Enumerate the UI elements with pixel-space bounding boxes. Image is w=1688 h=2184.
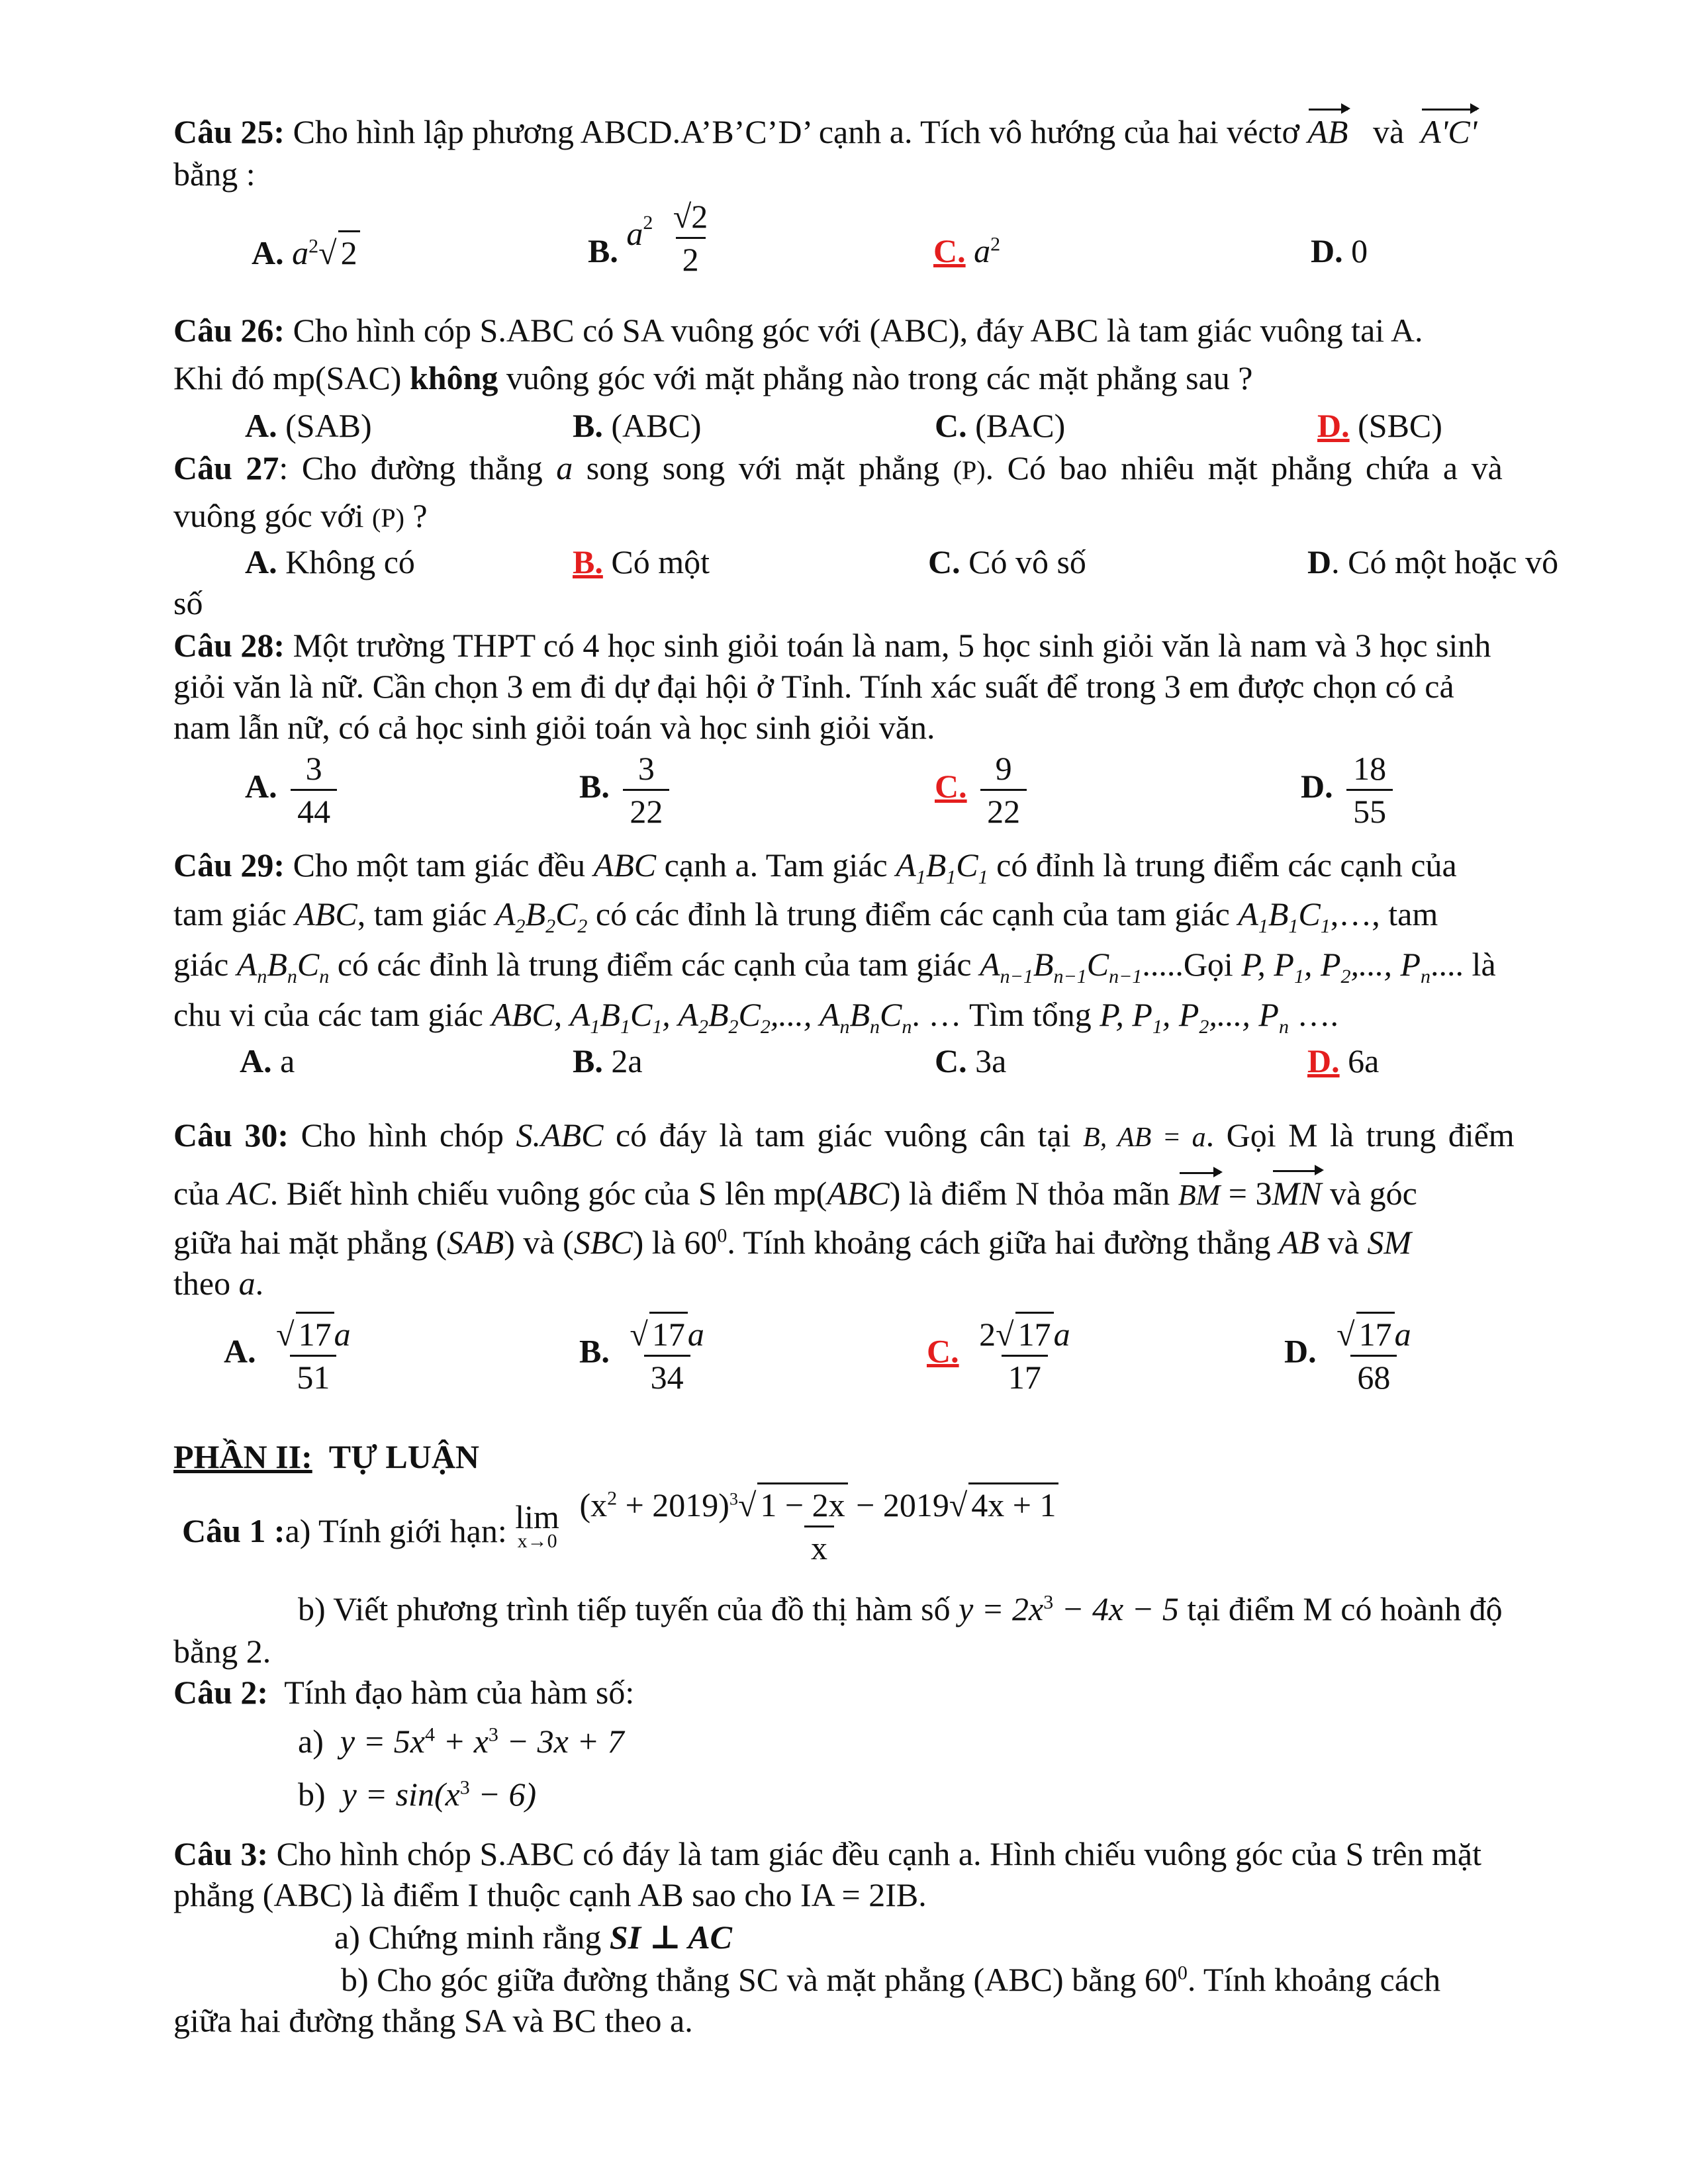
q29-text: .... là: [1430, 946, 1496, 983]
q30-text: ) là điểm N thỏa mãn: [889, 1175, 1170, 1212]
c1-label: Câu 1 :: [182, 1512, 285, 1550]
q26-emphasis: không: [409, 359, 498, 396]
c2-line: [173, 1672, 1630, 1713]
fraction-numerator: √ 17a: [269, 1312, 357, 1355]
c1-math: y = 2x: [959, 1590, 1044, 1627]
root-index: 3: [729, 1489, 738, 1509]
q29-option-c: [935, 1040, 1006, 1081]
q30-text: của: [173, 1175, 220, 1212]
option-var: a: [626, 215, 643, 252]
option-label: B.: [579, 767, 610, 805]
q30-text: Cho hình chóp: [301, 1116, 504, 1154]
option-fraction: [623, 748, 669, 832]
c3-b-wrap: [173, 2000, 1630, 2041]
c1-text: b) Viết phương trình tiếp tuyến của đồ thị hàm số: [298, 1590, 951, 1627]
q30-math: = 3: [1228, 1175, 1272, 1212]
c3-line1: [173, 1833, 1630, 1874]
c3-b-line: [341, 1959, 1688, 2000]
option-label: B.: [573, 1042, 603, 1079]
option-text: 3a: [975, 1042, 1007, 1079]
q27-text: : Cho đường thẳng: [279, 449, 543, 486]
c1-text: tại điểm M có hoành độ: [1187, 1590, 1503, 1627]
fraction-numerator: 9: [995, 750, 1012, 787]
q27-option-a: [245, 541, 415, 582]
q25-label: Câu 25:: [173, 113, 285, 150]
var: a: [1053, 1316, 1070, 1353]
c2-label: Câu 2:: [173, 1674, 269, 1711]
q25-line2: [173, 154, 1630, 195]
option-fraction: [269, 1312, 357, 1398]
q29-text: giác: [173, 946, 229, 983]
q29-text: .....Gọi: [1142, 946, 1233, 983]
q29-option-b: [573, 1040, 643, 1081]
q27-plane: (P): [372, 503, 404, 533]
answer-label: D.: [1307, 1042, 1340, 1079]
q29-text: ,…, tam: [1330, 895, 1438, 933]
q30-option-c: [927, 1312, 1082, 1398]
q30-math: SAB: [447, 1224, 504, 1261]
c2-exp: 3: [488, 1723, 498, 1746]
q30-math: B, AB = a: [1083, 1122, 1206, 1153]
q29-math-anbncn: $A_nB_nC_n$: [236, 946, 330, 987]
q28-text: nam lẫn nữ, có cả học sinh giỏi toán và học sinh giỏi văn.: [173, 709, 935, 746]
c1-exp: 3: [1043, 1591, 1054, 1614]
q29-line3: [173, 944, 1630, 985]
q29-text: có các đỉnh là trung điểm các cạnh của tam giác: [337, 946, 972, 983]
radicand: 17: [1356, 1312, 1395, 1355]
option-label: C.: [935, 1042, 967, 1079]
fraction-denominator: 51: [290, 1355, 336, 1398]
fraction-numerator: 3: [305, 750, 322, 787]
q30-text: ) và (: [504, 1224, 574, 1261]
c3-text: giữa hai đường thẳng SA và BC theo a.: [173, 2002, 693, 2039]
q27-plane: (P): [953, 455, 986, 485]
c3-text: b) Cho góc giữa đường thẳng SC và mặt phẳng (ABC) bằng: [341, 1961, 1137, 1998]
c2-b-line: [298, 1774, 1688, 1815]
c2-math: + x: [434, 1723, 489, 1760]
option-text: a: [280, 1042, 295, 1079]
fraction-numerator: √ 17a: [623, 1312, 710, 1355]
q30-math: AB: [1279, 1224, 1320, 1261]
q29-math: ABC: [593, 846, 657, 884]
c2-math: y = 5x: [340, 1723, 425, 1760]
q29-option-a: [240, 1040, 295, 1081]
option-fraction: [980, 748, 1027, 832]
c1-fraction: [573, 1482, 1065, 1569]
fraction-denominator: 22: [623, 789, 669, 832]
q25-line1: [173, 111, 1630, 152]
q26-text: vuông góc với mặt phẳng nào trong các mặt phẳng sau ?: [506, 359, 1253, 396]
q30-angle: 60: [684, 1224, 718, 1261]
option-label: C.: [928, 543, 961, 580]
c3-label: Câu 3:: [173, 1835, 269, 1872]
fraction-numerator: √2: [673, 198, 708, 235]
part2-heading: [173, 1436, 1630, 1477]
option-label: A.: [224, 1332, 256, 1370]
q29-text: có đỉnh là trung điểm các cạnh của: [996, 846, 1457, 884]
q29-math-p: P, $P_1$, $P_2$,..., $P_n$: [1241, 946, 1431, 987]
option-fraction: [623, 1312, 710, 1398]
q26-label: Câu 26:: [173, 312, 285, 349]
option-exp: 2: [308, 235, 319, 257]
option-label: A.: [252, 234, 284, 271]
q30-text: . Tính khoảng cách giữa hai đường thẳng: [727, 1224, 1271, 1261]
q26-text: Khi đó mp(SAC): [173, 359, 402, 396]
answer-label: C.: [927, 1332, 959, 1370]
option-fraction: [1330, 1312, 1417, 1398]
q27-label: Câu 27: [173, 449, 279, 486]
q27-option-b: [573, 541, 710, 582]
option-text: (SBC): [1358, 407, 1442, 444]
q30-option-a: [224, 1312, 363, 1398]
q29-text: có các đỉnh là trung điểm các cạnh của tam giác: [595, 895, 1230, 933]
fraction-denominator: 2: [676, 237, 706, 280]
option-exp: 2: [990, 233, 1001, 255]
option-label: B.: [579, 1332, 610, 1370]
radicand: 17: [296, 1312, 334, 1355]
q27-wrap: [173, 582, 1630, 623]
q29-math-sum: P, $P_1$, $P_2$,..., $P_n$: [1100, 996, 1289, 1038]
q30-text: có đáy là tam giác vuông cân tại: [615, 1116, 1071, 1154]
radicand: 1 − 2x: [757, 1482, 847, 1525]
q30-line1: [173, 1115, 1630, 1158]
c1-limit: [515, 1498, 559, 1552]
q27-option-d: [1307, 541, 1558, 582]
option-label: A.: [240, 1042, 272, 1079]
option-text: . Có một hoặc vô: [1331, 543, 1559, 580]
c3-text: a) Chứng minh rằng: [334, 1919, 602, 1956]
option-label: A.: [245, 543, 277, 580]
fraction-denominator: 44: [291, 789, 337, 832]
q27-text: . Có bao nhiêu mặt phẳng chứa a và: [985, 449, 1503, 486]
c2-sublabel: b): [298, 1776, 326, 1813]
q30-math: a: [238, 1265, 256, 1302]
q29-math: ABC: [295, 895, 357, 933]
option-text: (ABC): [611, 407, 702, 444]
option-label: D.: [1311, 232, 1343, 269]
q29-option-d: [1307, 1040, 1379, 1081]
option-text: (BAC): [975, 407, 1066, 444]
q29-math-a1b1c1: $A_1B_1C_1$: [1238, 895, 1331, 937]
q27-line2: [173, 495, 1630, 539]
option-text: (SAB): [285, 407, 372, 444]
option-text: Có một: [611, 543, 710, 580]
q25-option-a: A. $a^2√$ 2: [252, 230, 360, 273]
c2-sublabel: a): [298, 1723, 324, 1760]
q28-text: giỏi văn là nữ. Cần chọn 3 em đi dự đại hội ở Tỉnh. Tính xác suất để trong 3 em được chọn có cả: [173, 668, 1454, 705]
q30-vector-mn: MN: [1272, 1173, 1321, 1214]
num-part: (x: [579, 1486, 608, 1524]
c2-exp: 4: [424, 1723, 435, 1746]
c2-text: Tính đạo hàm của hàm số:: [284, 1674, 635, 1711]
q26-option-a: [245, 405, 372, 446]
q25-text: Cho hình lập phương ABCD.A’B’C’D’ cạnh a. Tích vô hướng của hai véctơ: [293, 113, 1299, 150]
q30-option-d: [1284, 1312, 1423, 1398]
num-part: − 2019: [847, 1486, 949, 1524]
option-label: A.: [245, 767, 277, 805]
c3-angle: 60: [1144, 1961, 1178, 1998]
var: a: [687, 1316, 704, 1353]
option-label: C.: [935, 407, 967, 444]
q28-option-b: [579, 748, 675, 832]
lim-subscript: x→0: [517, 1530, 557, 1552]
q30-text: giữa hai mặt phẳng (: [173, 1224, 447, 1261]
q30-vector-bm: BM: [1178, 1175, 1221, 1216]
q25-option-b: [588, 196, 720, 280]
fraction-denominator: x: [804, 1525, 834, 1569]
q26-option-d: [1317, 405, 1442, 446]
num-part: + 2019): [617, 1486, 729, 1524]
q28-option-c: [935, 748, 1032, 832]
q25-vec-ac: A'C': [1421, 111, 1477, 152]
answer-label: C.: [935, 767, 967, 805]
option-label: B.: [588, 232, 618, 269]
q30-math: AC: [227, 1175, 270, 1212]
q29-text: cạnh a. Tam giác: [664, 846, 888, 884]
q25-and: và: [1372, 113, 1405, 150]
fraction-denominator: 68: [1350, 1355, 1397, 1398]
option-var: a: [974, 232, 991, 269]
q29-line4: [173, 994, 1630, 1038]
option-label: D.: [1284, 1332, 1317, 1370]
section-title: TỰ LUẬN: [328, 1438, 480, 1475]
q27-option-c: [928, 541, 1086, 582]
q30-text: . Gọi M là trung điểm: [1205, 1116, 1515, 1154]
c1-b-line: [298, 1588, 1688, 1629]
q27-text: vuông góc với: [173, 497, 364, 534]
q29-text: . … Tìm tổng: [912, 996, 1092, 1033]
section-heading: PHẦN II:: [173, 1438, 312, 1475]
c2-math: y = sin(x: [342, 1776, 460, 1813]
q29-line1: [173, 844, 1630, 886]
q29-text: ….: [1297, 996, 1338, 1033]
option-value: 0: [1351, 232, 1368, 269]
c2-math: − 3x + 7: [498, 1723, 624, 1760]
q25-option-d: [1311, 230, 1368, 271]
q26-option-b: [573, 405, 701, 446]
q30-line2: [173, 1173, 1630, 1216]
option-text: Không có: [285, 543, 415, 580]
option-label: A.: [245, 407, 277, 444]
q28-label: Câu 28:: [173, 627, 285, 664]
radicand: 17: [1015, 1312, 1054, 1355]
q26-text: Cho hình cóp S.ABC có SA vuông góc với (ABC), đáy ABC là tam giác vuông tai A.: [293, 312, 1423, 349]
coef: 2: [979, 1316, 996, 1353]
q30-math: ABC: [827, 1175, 890, 1212]
option-fraction: [291, 748, 337, 832]
c3-line2: [173, 1874, 1630, 1915]
c1-b-wrap: [173, 1631, 1630, 1672]
q27-text: số: [173, 584, 203, 621]
q30-degree: 0: [717, 1224, 727, 1247]
fraction-numerator: 2√ 17a: [972, 1312, 1076, 1355]
q30-text: . Biết hình chiếu vuông góc của S lên mp(: [269, 1175, 827, 1212]
fraction-denominator: 55: [1346, 789, 1393, 832]
fraction-numerator: 18: [1353, 750, 1387, 787]
option-fraction: [1346, 748, 1393, 832]
q29-text: chu vi của các tam giác: [173, 996, 483, 1033]
option-var: a: [292, 234, 309, 271]
q30-text: ) là: [632, 1224, 676, 1261]
q28-text: Một trường THPT có 4 học sinh giỏi toán là nam, 5 học sinh giỏi văn là nam và 3 học sinh: [293, 627, 1491, 664]
c1-text: a) Tính giới hạn:: [285, 1512, 507, 1550]
c3-a-line: [334, 1917, 1688, 1958]
var: a: [334, 1316, 351, 1353]
fraction-denominator: 17: [1002, 1355, 1048, 1398]
q30-option-b: [579, 1312, 716, 1398]
q27-text: song song với mặt phẳng: [586, 449, 940, 486]
q26-option-c: [935, 405, 1065, 446]
q30-text: và: [1327, 1224, 1359, 1261]
q29-math-list: ABC, $A_1B_1C_1$, $A_2B_2C_2$,..., $A_nB_nC_n$: [491, 996, 912, 1038]
answer-label: C.: [933, 232, 966, 269]
q26-line1: [173, 310, 1630, 351]
fraction-numerator: 3: [637, 750, 655, 787]
var: a: [1394, 1316, 1411, 1353]
fraction-denominator: 22: [980, 789, 1027, 832]
option-text: 6a: [1348, 1042, 1380, 1079]
c2-exp: 3: [459, 1776, 470, 1799]
answer-label: D.: [1317, 407, 1350, 444]
q30-math: SBC: [573, 1224, 633, 1261]
q27-line1: [173, 447, 1630, 491]
q28-option-a: [245, 748, 342, 832]
c2-math: − 6): [469, 1776, 537, 1813]
q28-line1: [173, 625, 1630, 666]
option-text: Có vô số: [968, 543, 1086, 580]
c1-math: − 4x − 5: [1053, 1590, 1179, 1627]
q29-math-a2b2c2: $A_2B_2C_2$: [494, 895, 588, 937]
option-fraction: [972, 1312, 1076, 1398]
q30-math: S.ABC: [516, 1116, 604, 1154]
q30-text: .: [255, 1265, 264, 1302]
q29-text: , tam giác: [357, 895, 487, 933]
q29-label: Câu 29:: [173, 846, 285, 884]
option-exp: 2: [643, 212, 653, 234]
c3-text: phẳng (ABC) là điểm I thuộc cạnh AB sao cho IA = 2IB.: [173, 1876, 927, 1913]
option-label: D.: [1301, 767, 1333, 805]
c2-a-line: [298, 1721, 1688, 1762]
q29-math-an1: $A_{n-1}B_{n-1}C_{n-1}$: [980, 946, 1143, 987]
q30-text: theo: [173, 1265, 231, 1302]
q29-math-a1b1c1: $A_1B_1C_1$: [896, 846, 988, 888]
q25-vec-ab: AB: [1307, 111, 1348, 152]
q30-line3: [173, 1222, 1630, 1263]
q29-text: tam giác: [173, 895, 287, 933]
q28-option-d: [1301, 748, 1398, 832]
radicand: 4x + 1: [968, 1482, 1058, 1525]
fraction-numerator: √ 17a: [1330, 1312, 1417, 1355]
lim-word: lim: [515, 1498, 559, 1535]
q30-line4: [173, 1263, 1630, 1304]
c3-degree: 0: [1177, 1962, 1188, 1984]
option-label: B.: [573, 407, 603, 444]
q29-line2: [173, 893, 1630, 937]
option-text: 2a: [611, 1042, 643, 1079]
q27-text: ?: [412, 497, 428, 534]
c3-text: Cho hình chóp S.ABC có đáy là tam giác đều cạnh a. Hình chiếu vuông góc của S trên mặt: [276, 1835, 1481, 1872]
c1-a-line: [182, 1482, 1638, 1569]
q30-text: và góc: [1329, 1175, 1417, 1212]
q30-label: Câu 30:: [173, 1116, 289, 1154]
q26-line2: [173, 357, 1630, 398]
q25-option-c: [933, 230, 1000, 271]
option-fraction: [667, 196, 714, 280]
num-exp: 2: [607, 1487, 618, 1510]
c3-math: SI ⊥ AC: [609, 1919, 733, 1956]
answer-label: B.: [573, 543, 603, 580]
option-label: D: [1307, 543, 1332, 580]
q28-line2: [173, 666, 1630, 707]
q27-var: a: [556, 449, 573, 486]
q30-math: SM: [1367, 1224, 1411, 1261]
option-radicand: 2: [338, 230, 360, 273]
radicand: 17: [649, 1312, 688, 1355]
fraction-numerator: $(x^2 + 2019)^3√$ 1 − 2x − 2019√ 4x + 1: [573, 1482, 1065, 1525]
q29-text: Cho một tam giác đều: [293, 846, 586, 884]
c1-text: bằng 2.: [173, 1633, 271, 1670]
q28-line3: [173, 707, 1630, 748]
q25-cont: bằng :: [173, 156, 256, 193]
fraction-denominator: 34: [644, 1355, 690, 1398]
c3-text: . Tính khoảng cách: [1187, 1961, 1441, 1998]
